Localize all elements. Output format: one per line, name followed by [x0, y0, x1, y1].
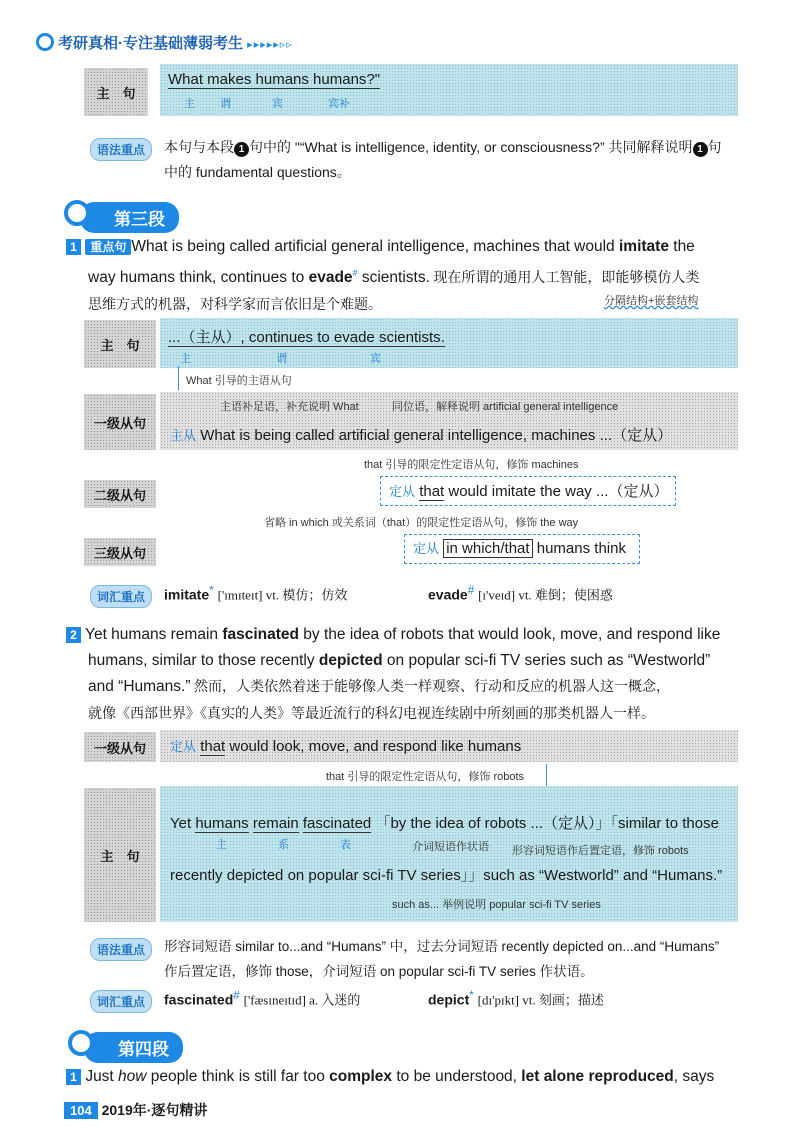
p4-how: how: [118, 1068, 147, 1085]
p3s1-line1a: What is being called artificial general intelligence, machines that would: [131, 238, 619, 255]
p3-main-b: , continues to evade scientists.: [240, 329, 445, 346]
p3s2-level1-box: [160, 730, 738, 762]
role-subject: 主: [184, 98, 195, 110]
grammar-badge-2: 语法重点: [90, 938, 152, 961]
level3-rest: humans think: [532, 540, 626, 557]
level2-tag: 定从: [389, 484, 416, 499]
what-clause-note: What 引导的主语从句: [186, 375, 292, 387]
p3s1-evade-mark: #: [352, 268, 358, 278]
p3s2-main-line1: [170, 812, 719, 833]
grammar-text-a: 本句与本段: [164, 139, 234, 155]
level2-box: [380, 476, 676, 506]
vocab2-w2-def: [dɪ'pɪkt] vt. 刻画；描述: [477, 992, 604, 1008]
main-clause-label: 主 句: [84, 68, 148, 116]
para3-sentence-2: [66, 622, 756, 728]
level2-note: that 引导的限定性定语从句，修饰 machines: [364, 459, 579, 471]
level1-label: 一级从句: [84, 394, 156, 450]
p3s2-line3a: and “Humans.”: [88, 678, 191, 695]
level1-note-left: 主语补足语，补充说明 What: [220, 401, 359, 413]
circle-number-2: 1: [693, 142, 708, 157]
role-object: 宾: [272, 98, 283, 110]
vocab-imitate: [164, 584, 347, 604]
p3s2-line1c: by the idea of robots that would look, move, and respond like: [299, 626, 721, 643]
p4-line-d: , says: [673, 1068, 715, 1085]
level1-note-right: 同位语，解释说明 artificial general intelligence: [392, 401, 619, 413]
p3-main-sentence: [168, 326, 445, 347]
p3s2-line1a: Yet humans remain: [85, 626, 223, 643]
p3s2-line4-cn: 就像《西部世界》《真实的人类》等最近流行的科幻电视连续剧中所刻画的那类机器人一样。: [88, 707, 655, 722]
vocab-fascinated: [164, 989, 360, 1009]
sentence-number: 1: [66, 239, 81, 255]
grammar-note-2: [164, 934, 754, 984]
p3s2-main-remain: remain: [252, 815, 299, 832]
p3s2-line3-cn: 然而，人类依然着迷于能够像人类一样观察、行动和反应的机器人这一概念，: [190, 680, 671, 695]
p3s1-imitate: imitate: [618, 238, 669, 255]
p3s2-main-line2: recently depicted on popular sci-fi TV series」」such as “Westworld” and “Humans.”: [170, 867, 723, 884]
vocab2-w2-star: *: [469, 989, 474, 1002]
level1-box: [160, 392, 738, 450]
grammar2-line1: 形容词短语 similar to...and “Humans” 中，过去分词短语 recently depicted on...and “Humans”: [164, 939, 720, 954]
key-sentence-flag: 重点句: [85, 239, 131, 255]
p3s2-fascinated: fascinated: [222, 626, 299, 643]
grammar-text-b: 句中的 "“What is intelligence, identity, or consciousness?” 共同解释说明: [249, 139, 693, 155]
vocab-w2: evade: [428, 586, 468, 603]
p3s2-role-subject: 主: [216, 839, 227, 851]
vocab2-w1: fascinated: [164, 991, 234, 1008]
p4-complex: complex: [329, 1068, 393, 1085]
level3-label: 三级从句: [84, 538, 156, 566]
p3-role-object: 宾: [370, 353, 381, 365]
p3s2-main-label: 主 句: [84, 788, 156, 922]
grammar-text-d: 中的 fundamental questions。: [164, 164, 351, 180]
p3s2-main-fascinated: fascinated: [302, 815, 372, 832]
p3s2-line2a: humans, similar to those recently: [88, 652, 319, 669]
sentence-number-2: 2: [66, 627, 81, 643]
p3s2-main-line1b: 「by the idea of robots ...（定从）」「similar to those: [375, 815, 719, 832]
vocab2-w1-def: ['fæsɪneɪtɪd] a. 入迷的: [243, 992, 361, 1008]
vocab-w1: imitate: [164, 586, 210, 603]
p3-main-label: 主 句: [84, 320, 156, 368]
p3s1-line1c: the: [668, 238, 695, 255]
page-number: 104: [64, 1102, 98, 1119]
p3s1-evade: evade: [308, 269, 353, 287]
para4-number: 1: [66, 1069, 81, 1085]
p3s2-note-a: 介词短语作状语: [412, 841, 489, 853]
level3-tag: 定从: [413, 541, 440, 556]
header-arrows-icon: ▸▸▸▸▸▹▹: [247, 39, 293, 51]
vocab-w1-def: ['ɪmɪteɪt] vt. 模仿；仿效: [217, 587, 348, 603]
main-clause-sentence: [168, 70, 380, 90]
search-logo-icon: [36, 33, 54, 51]
p3-main-a: ...（主从）: [168, 329, 241, 346]
vocab-evade: [428, 584, 613, 604]
para4-sentence-1: [66, 1064, 714, 1090]
grammar2-line2: 作后置定语，修饰 those，介词短语 on popular sci-fi TV series 作状语。: [164, 964, 594, 979]
main-clause-text: What makes humans humans?": [168, 71, 381, 88]
p4-line-c: to be understood,: [392, 1068, 522, 1085]
p3s2-role-predicative: 表: [340, 839, 351, 851]
p3s2-level1-that: that: [200, 738, 226, 755]
vocab2-w1-star: #: [233, 989, 240, 1002]
para3-title: 第三段: [80, 202, 179, 233]
grammar-badge: 语法重点: [90, 138, 152, 161]
para4-title: 第四段: [84, 1032, 183, 1063]
main-clause-box: [160, 64, 738, 116]
p3s2-main-humans: humans: [195, 815, 249, 832]
vocab-depict: [428, 989, 604, 1009]
p3s2-main-yet: Yet: [170, 815, 196, 832]
p3s2-level1-label: 一级从句: [84, 732, 156, 762]
level2-that: that: [419, 483, 445, 500]
page-header: [36, 32, 293, 53]
para4-search-icon: [68, 1030, 94, 1056]
level3-boxed: in which/that: [443, 539, 532, 558]
vocab-w2-def: [ɪ'veɪd] vt. 难倒；使困惑: [478, 587, 613, 603]
p3s1-line2a: way humans think, continues to: [88, 269, 309, 287]
p3-role-predicate: 谓: [276, 353, 287, 365]
vocab-w2-star: #: [467, 584, 475, 597]
grammar-text-c: 句: [707, 139, 722, 155]
vocab-badge-2: 词汇重点: [90, 990, 152, 1013]
role-object-complement: 宾补: [328, 98, 350, 110]
vocab-w1-star: *: [209, 584, 214, 597]
p3s1-line2-cn: 现在所谓的通用人工智能，即能够模仿人类: [429, 271, 700, 287]
page-footer: [64, 1100, 207, 1120]
p3s1-line2c: scientists.: [357, 269, 430, 287]
header-title: 考研真相·专注基础薄弱考生: [58, 35, 243, 52]
level3-note: 省略 in which 或关系词（that）的限定性定语从句，修饰 the way: [264, 517, 579, 529]
p4-line-b: people think is still far too: [146, 1068, 330, 1085]
p4-let-alone: let alone reproduced: [521, 1068, 674, 1085]
p3s2-main-box: [160, 786, 738, 922]
level3-box: [404, 534, 640, 564]
p3s2-level1-tag: 定从: [170, 739, 197, 754]
arrow-line: [178, 366, 179, 390]
p3s2-note-c: such as... 举例说明 popular sci-fi TV series: [392, 899, 601, 911]
vocab2-w2: depict: [428, 991, 470, 1008]
vocab-badge: 词汇重点: [90, 585, 152, 608]
p3s2-line2c: on popular sci-fi TV series such as “Westworld”: [382, 652, 711, 669]
p3s2-that-note: that 引导的限定性定语从句，修饰 robots: [326, 771, 525, 783]
p4-line-a: Just: [85, 1068, 119, 1085]
p3s2-depicted: depicted: [318, 652, 383, 669]
p3s1-line3-cn: 思维方式的机器，对科学家而言依旧是个难题。: [88, 298, 382, 314]
level1-text: What is being called artificial general intelligence, machines ...（定从）: [200, 427, 673, 444]
p3-role-subject: 主: [180, 353, 191, 365]
level1-tag: 主从: [170, 428, 197, 443]
level2-rest: would imitate the way ...（定从）: [444, 483, 669, 500]
p3s2-role-link: 系: [278, 839, 289, 851]
p3s2-note-b: 形容词短语作后置定语，修饰 robots: [512, 845, 689, 857]
footer-text: 2019年·逐句精讲: [101, 1102, 208, 1118]
circle-number: 1: [234, 142, 249, 157]
level1-sentence: [170, 424, 672, 445]
p3s2-level1-rest: would look, move, and respond like humans: [225, 738, 522, 755]
structure-note: 分隔结构+嵌套结构: [604, 295, 699, 307]
grammar-note-1: [164, 135, 754, 185]
para-search-icon: [64, 200, 90, 226]
level2-label: 二级从句: [84, 480, 156, 508]
p3-main-box: [160, 318, 738, 368]
role-predicate: 谓: [220, 98, 231, 110]
